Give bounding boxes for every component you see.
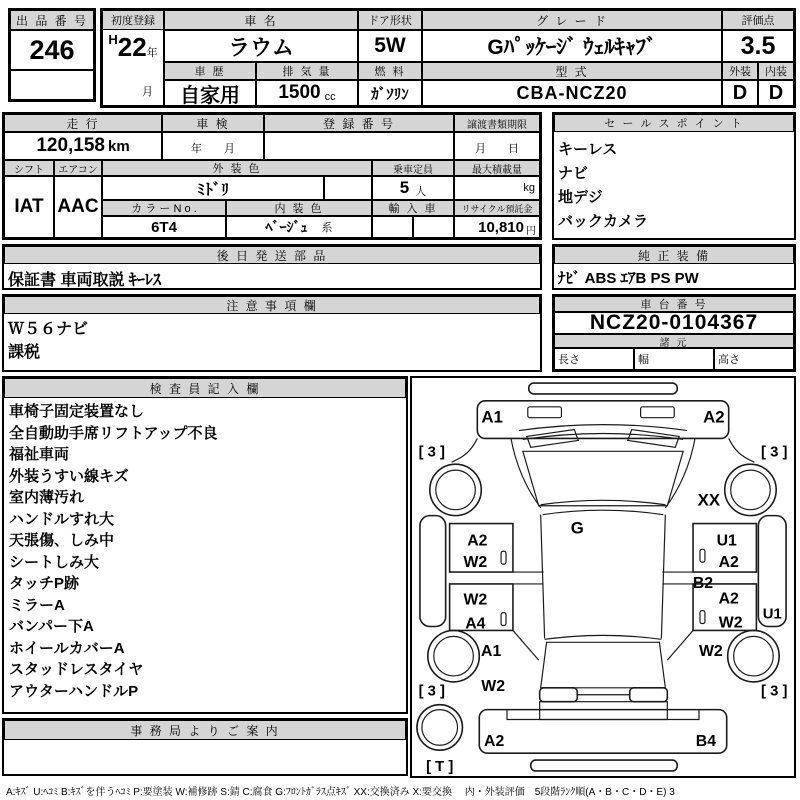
sales-points-label: セ ー ル ス ポ イ ン ト bbox=[554, 114, 794, 132]
displacement-value: 1500 bbox=[278, 82, 321, 103]
displacement-label: 排 気 量 bbox=[256, 62, 358, 80]
payload-label: 最大積載量 bbox=[454, 160, 540, 176]
office-notice-box bbox=[2, 718, 408, 776]
roof-front-line-2 bbox=[543, 510, 664, 514]
inspector-line: 全自動助手席リフトアップ不良 bbox=[9, 424, 218, 442]
lot-box bbox=[8, 8, 96, 102]
inspector-label: 検 査 員 記 入 欄 bbox=[4, 378, 406, 398]
exterior-color-label: 外 装 色 bbox=[102, 160, 372, 176]
interior-color-value: ﾍﾞｰｼﾞｭ bbox=[265, 219, 308, 235]
inspector-line: 車椅子固定装置なし bbox=[9, 403, 145, 420]
damage-mark-quarter-left-bottom: W2 bbox=[481, 677, 506, 695]
rear-wheel-right-icon bbox=[728, 630, 779, 681]
front-wheel-left-icon bbox=[430, 464, 481, 515]
front-bumper-strip bbox=[529, 383, 677, 394]
inspector-line: 福祉車両 bbox=[9, 446, 70, 463]
tire-rating-rear-left: [ 3 ] bbox=[418, 683, 445, 700]
exterior-grade-label: 外装 bbox=[722, 62, 758, 80]
tire-rating-front-right: [ 3 ] bbox=[761, 444, 788, 461]
dimension-width-cell: 幅 bbox=[634, 348, 714, 370]
headlight-left-icon bbox=[528, 407, 562, 418]
recycle-unit: 円 bbox=[526, 225, 536, 237]
exterior-color-value: ﾐﾄﾞﾘ bbox=[102, 176, 324, 200]
rear-wheel-right-inner bbox=[734, 636, 774, 676]
damage-mark-door-rr-top: A2 bbox=[718, 590, 739, 608]
inspection-label: 車 検 bbox=[162, 114, 264, 132]
sales-point-item: バックカメラ bbox=[558, 213, 649, 230]
inspector-line: ミラーA bbox=[9, 596, 65, 614]
door-handle-fr-icon bbox=[700, 549, 705, 562]
transfer-deadline-value: 月 日 bbox=[454, 132, 540, 160]
damage-mark-bumper-right: B4 bbox=[695, 733, 717, 751]
dimensions-label: 諸 元 bbox=[554, 334, 794, 348]
inspector-line: 天張傷、しみ中 bbox=[9, 532, 115, 549]
mileage-unit: km bbox=[108, 137, 130, 155]
mileage-cell bbox=[4, 132, 162, 160]
oem-equipment-label: 純 正 装 備 bbox=[554, 246, 794, 264]
door-value: 5W bbox=[358, 30, 422, 62]
oem-equipment-value: ﾅﾋﾞ ABS ｴｱB PS PW bbox=[558, 270, 699, 287]
inspector-line: タッチP跡 bbox=[9, 575, 80, 592]
history-label: 車 歴 bbox=[164, 62, 256, 80]
b-pillar-right bbox=[662, 572, 693, 584]
shift-label: シフト bbox=[4, 160, 54, 176]
damage-mark-front-left: A1 bbox=[481, 407, 503, 427]
first-reg-value bbox=[102, 30, 164, 106]
displacement-unit: cc bbox=[324, 91, 336, 103]
dimension-height-cell: 高さ bbox=[714, 348, 794, 370]
interior-color-cell bbox=[226, 216, 372, 238]
quarter-line-left bbox=[513, 630, 539, 660]
first-reg-era: H bbox=[108, 32, 118, 47]
exterior-grade-value: D bbox=[722, 80, 758, 106]
sales-point-item: 地デジ bbox=[558, 189, 603, 206]
color-no-label: カ ラ ー N o . bbox=[102, 200, 226, 216]
damage-mark-door-rr-bottom: W2 bbox=[718, 614, 743, 632]
grade-label: グ レ ー ド bbox=[422, 10, 722, 30]
capacity-unit: 人 bbox=[415, 186, 427, 198]
capacity-cell bbox=[372, 176, 454, 200]
cowl-line-1 bbox=[519, 425, 687, 431]
inspector-line: スタッドレスタイヤ bbox=[9, 661, 144, 678]
note-line: 課税 bbox=[8, 344, 41, 361]
recycle-cell bbox=[454, 216, 540, 238]
chassis-value: NCZ20-0104367 bbox=[554, 312, 794, 334]
inspector-box bbox=[2, 376, 408, 714]
damage-mark-fender: XX bbox=[697, 490, 721, 510]
cabin-side-left bbox=[541, 515, 545, 639]
car-name: ラウム bbox=[164, 30, 358, 62]
inspector-line: ホイールカバーA bbox=[9, 639, 125, 657]
inspector-line: 室内薄汚れ bbox=[9, 489, 85, 506]
import-cell-1 bbox=[372, 216, 413, 238]
fender-line-right bbox=[729, 438, 755, 462]
damage-diagram-box bbox=[410, 376, 796, 778]
headlight-right-icon bbox=[641, 407, 675, 418]
rear-panel bbox=[540, 702, 668, 720]
damage-mark-sill-right: U1 bbox=[762, 606, 782, 623]
lot-number: 246 bbox=[10, 30, 94, 70]
b-pillar-left bbox=[513, 572, 544, 584]
damage-mark-door-fr-top: U1 bbox=[716, 532, 737, 550]
damage-mark-front-right: A2 bbox=[703, 407, 725, 427]
model-label: 型 式 bbox=[422, 62, 722, 80]
notes-lines bbox=[8, 318, 88, 364]
damage-mark-door-rl-bottom: A4 bbox=[465, 615, 486, 633]
front-wheel-right-inner bbox=[731, 470, 771, 510]
damage-mark-door-fr-bottom: A2 bbox=[718, 554, 739, 572]
fuel-label: 燃 料 bbox=[358, 62, 422, 80]
door-handle-rr-icon bbox=[700, 611, 705, 624]
later-parts-label: 後 日 発 送 部 品 bbox=[4, 246, 540, 264]
inspector-lines bbox=[9, 401, 218, 702]
interior-grade-label: 内装 bbox=[758, 62, 794, 80]
lot-label: 出 品 番 号 bbox=[10, 10, 94, 30]
sales-points-box bbox=[552, 112, 796, 240]
front-panel bbox=[477, 401, 728, 439]
import-cell-2 bbox=[413, 216, 454, 238]
damage-mark-windshield: G bbox=[570, 518, 584, 538]
rear-lower-strip bbox=[531, 760, 677, 771]
spare-tire-inner bbox=[422, 710, 458, 746]
first-reg-month-suffix: 月 bbox=[142, 86, 153, 98]
damage-mark-quarter-right: W2 bbox=[698, 643, 723, 661]
later-parts-box bbox=[2, 244, 542, 290]
history-value: 自家用 bbox=[164, 80, 256, 106]
office-notice-label: 事 務 局 よ り ご 案 内 bbox=[4, 720, 406, 740]
door-handle-rl-icon bbox=[501, 613, 506, 626]
notes-label: 注 意 事 項 欄 bbox=[4, 296, 540, 314]
first-reg-year: 22 bbox=[117, 32, 147, 62]
mileage-label: 走 行 bbox=[4, 114, 162, 132]
quarter-line-right bbox=[667, 630, 693, 660]
windshield bbox=[523, 451, 683, 505]
tire-rating-rear-right: [ 3 ] bbox=[761, 683, 788, 700]
chassis-box bbox=[552, 294, 796, 372]
recycle-value: 10,810 bbox=[478, 218, 524, 236]
rear-window bbox=[541, 642, 666, 688]
score-label: 評価点 bbox=[722, 10, 794, 30]
lot-empty-cell bbox=[10, 70, 94, 100]
front-wheel-right-icon bbox=[725, 464, 776, 515]
door-handle-fl-icon bbox=[501, 551, 506, 564]
tire-rating-spare: [ T ] bbox=[426, 758, 454, 775]
interior-color-label: 内 装 色 bbox=[226, 200, 372, 216]
inspector-line: アウターハンドルP bbox=[9, 682, 139, 700]
rear-wheel-left-inner bbox=[434, 636, 474, 676]
dimension-length-cell: 長さ bbox=[554, 348, 634, 370]
spec-grid-box bbox=[2, 112, 542, 240]
damage-mark-door-fl-top: A2 bbox=[467, 532, 488, 550]
damage-mark-bumper-left: A2 bbox=[484, 733, 505, 751]
cabin-side-right bbox=[661, 515, 665, 639]
tail-light-left-icon bbox=[540, 688, 578, 702]
interior-grade-value: D bbox=[758, 80, 794, 106]
legend-text: A:ｷｽﾞ U:ﾍｺﾐ B:ｷｽﾞを伴うﾍｺﾐ P:要塗装 W:補修跡 S:錆 C:腐食 G:ﾌﾛﾝﾄｶﾞﾗｽ点ｷｽﾞ XX:交換済み X:要交換 内・外装評価 5段階ﾗﾝｸ順(A・B・C・D・E) 3 bbox=[6, 787, 675, 798]
damage-mark-pillar-right: B2 bbox=[692, 574, 714, 592]
door-label: ドア形状 bbox=[358, 10, 422, 30]
exterior-color-empty-cell bbox=[324, 176, 372, 200]
damage-mark-door-rl-top: W2 bbox=[463, 591, 488, 609]
tire-rating-front-left: [ 3 ] bbox=[418, 444, 445, 461]
ac-value: AAC bbox=[54, 176, 102, 238]
chassis-label: 車 台 番 号 bbox=[554, 296, 794, 312]
payload-unit: kg bbox=[454, 176, 540, 200]
import-label: 輸 入 車 bbox=[372, 200, 454, 216]
first-reg-label: 初度登録 bbox=[102, 10, 164, 30]
damage-mark-door-fl-bottom: W2 bbox=[463, 554, 488, 572]
inspector-line: シートしみ大 bbox=[9, 553, 100, 571]
front-wheel-left-inner bbox=[436, 470, 476, 510]
fuel-value: ｶﾞｿﾘﾝ bbox=[358, 80, 422, 106]
inspector-line: 外装うすい線キズ bbox=[9, 467, 129, 485]
capacity-label: 乗車定員 bbox=[372, 160, 454, 176]
interior-color-suffix: 系 bbox=[321, 222, 333, 234]
notes-box bbox=[2, 294, 542, 372]
grade-value: Gﾊﾟｯｹｰｼﾞ ｳｪﾙｷｬﾌﾞ bbox=[422, 30, 722, 62]
side-sill-left bbox=[420, 516, 446, 627]
roof-front-line-1 bbox=[541, 500, 666, 504]
shift-value: IAT bbox=[4, 176, 54, 238]
sales-point-item: ナビ bbox=[558, 165, 589, 182]
sales-point-item: キーレス bbox=[558, 141, 618, 158]
registration-number-label: 登 録 番 号 bbox=[264, 114, 454, 132]
rear-roof-line bbox=[545, 635, 662, 639]
color-no-value: 6T4 bbox=[102, 216, 226, 238]
displacement-value-cell bbox=[256, 80, 358, 106]
note-line: Ｗ５６ナビ bbox=[8, 321, 89, 338]
inspector-line: バンパー下A bbox=[9, 618, 94, 635]
rear-bumper bbox=[479, 710, 726, 754]
rear-wheel-left-icon bbox=[428, 630, 479, 681]
vehicle-header-box bbox=[100, 8, 796, 108]
later-parts-value: 保証書 車両取説 ｷｰﾚｽ bbox=[8, 272, 161, 289]
fender-line-left bbox=[452, 438, 478, 462]
score-value: 3.5 bbox=[722, 30, 794, 62]
transfer-deadline-label: 譲渡書類期限 bbox=[454, 114, 540, 132]
rear-bumper-step bbox=[507, 710, 699, 720]
ac-label: エアコン bbox=[54, 160, 102, 176]
car-damage-diagram bbox=[412, 378, 794, 776]
inspection-value: 年 月 bbox=[162, 132, 264, 160]
spare-tire-icon bbox=[417, 705, 463, 751]
inspector-line: ハンドルすれ大 bbox=[9, 510, 115, 528]
capacity-value: 5 bbox=[399, 178, 410, 197]
oem-equipment-box bbox=[552, 244, 796, 290]
tail-light-right-icon bbox=[630, 688, 668, 702]
registration-number-value bbox=[264, 132, 454, 160]
recycle-label: リサイクル預託金 bbox=[454, 200, 540, 216]
mileage-value: 120,158 bbox=[36, 135, 105, 156]
sales-points-list bbox=[558, 138, 648, 234]
car-name-label: 車 名 bbox=[164, 10, 358, 30]
model-value: CBA-NCZ20 bbox=[422, 80, 722, 106]
damage-mark-quarter-left-top: A1 bbox=[481, 643, 502, 661]
first-reg-year-suffix: 年 bbox=[146, 47, 158, 59]
